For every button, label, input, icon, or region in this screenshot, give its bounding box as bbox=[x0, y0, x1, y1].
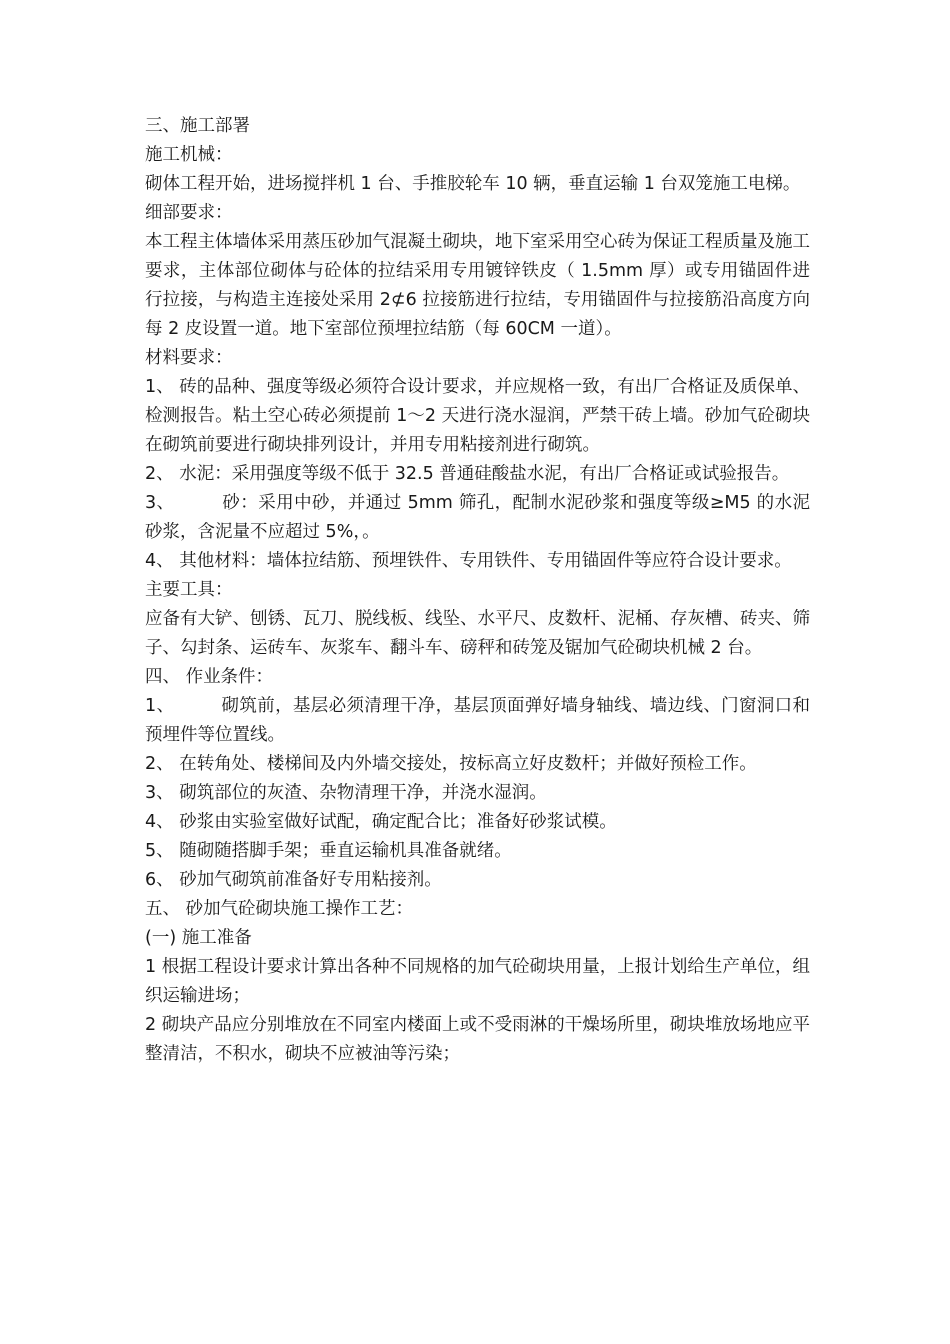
paragraph-main-tools: 应备有大铲、刨锈、瓦刀、脱线板、线坠、水平尺、皮数杆、泥桶、存灰槽、砖夹、筛子、勾封条、运砖车、灰浆车、翻斗车、磅秤和砖笼及锯加气砼砌块机械 2 台。 bbox=[145, 609, 810, 658]
list-item-preparation-1: 1 根据工程设计要求计算出各种不同规格的加气砼砌块用量，上报计划给生产单位，组织运输进场； bbox=[145, 957, 810, 1006]
section-heading-work-conditions: 四、 作业条件： bbox=[145, 667, 274, 687]
list-item-condition-3: 3、 砌筑部位的灰渣、杂物清理干净，并浇水湿润。 bbox=[145, 783, 547, 803]
list-item-condition-5: 5、 随砌随搭脚手架；垂直运输机具准备就绪。 bbox=[145, 841, 512, 861]
document-page bbox=[145, 112, 810, 1069]
list-item-condition-4: 4、 砂浆由实验室做好试配，确定配合比；准备好砂浆试模。 bbox=[145, 812, 617, 832]
subheading-machinery: 施工机械： bbox=[145, 145, 233, 165]
subheading-material-requirements: 材料要求： bbox=[145, 348, 233, 368]
list-item-material-4: 4、 其他材料：墙体拉结筋、预埋铁件、专用铁件、专用锚固件等应符合设计要求。 bbox=[145, 551, 792, 571]
list-item-condition-2: 2、 在转角处、楼梯间及内外墙交接处，按标高立好皮数杆；并做好预检工作。 bbox=[145, 754, 757, 774]
list-item-material-2: 2、 水泥：采用强度等级不低于 32.5 普通硅酸盐水泥，有出厂合格证或试验报告。 bbox=[145, 464, 790, 484]
section-heading-process: 五、 砂加气砼砌块施工操作工艺： bbox=[145, 899, 414, 919]
subheading-preparation: (一) 施工准备 bbox=[145, 928, 252, 948]
section-heading-deployment: 三、施工部署 bbox=[145, 116, 250, 136]
list-item-material-1: 1、 砖的品种、强度等级必须符合设计要求，并应规格一致，有出厂合格证及质保单、检测报告。粘土空心砖必须提前 1～2 天进行浇水湿润，严禁干砖上墙。砂加气砼砌块在砌筑前要进行砌块排列设计，并用专用粘接剂进行砌筑。 bbox=[145, 377, 810, 455]
subheading-detail-requirements: 细部要求： bbox=[145, 203, 233, 223]
subheading-main-tools: 主要工具： bbox=[145, 580, 233, 600]
list-item-condition-1: 1、 砌筑前，基层必须清理干净，基层顶面弹好墙身轴线、墙边线、门窗洞口和预埋件等位置线。 bbox=[145, 696, 810, 745]
list-item-preparation-2: 2 砌块产品应分别堆放在不同室内楼面上或不受雨淋的干燥场所里，砌块堆放场地应平整清洁，不积水，砌块不应被油等污染； bbox=[145, 1015, 810, 1064]
paragraph-machinery: 砌体工程开始，进场搅拌机 1 台、手推胶轮车 10 辆，垂直运输 1 台双笼施工电梯。 bbox=[145, 174, 801, 194]
list-item-condition-6: 6、 砂加气砌筑前准备好专用粘接剂。 bbox=[145, 870, 442, 890]
paragraph-detail-requirements: 本工程主体墙体采用蒸压砂加气混凝土砌块，地下室采用空心砖为保证工程质量及施工要求，主体部位砌体与砼体的拉结采用专用镀锌铁皮（ 1.5mm 厚）或专用锚固件进行拉接，与构造主连接处采用 2⊄6 拉接筋进行拉结，专用锚固件与拉接筋沿高度方向每 2 皮设置一道。地下室部位预埋拉结筋（每 60CM 一道）。 bbox=[145, 232, 810, 339]
list-item-material-3: 3、 砂：采用中砂，并通过 5mm 筛孔，配制水泥砂浆和强度等级≥M5 的水泥砂浆，含泥量不应超过 5%，。 bbox=[145, 493, 810, 542]
